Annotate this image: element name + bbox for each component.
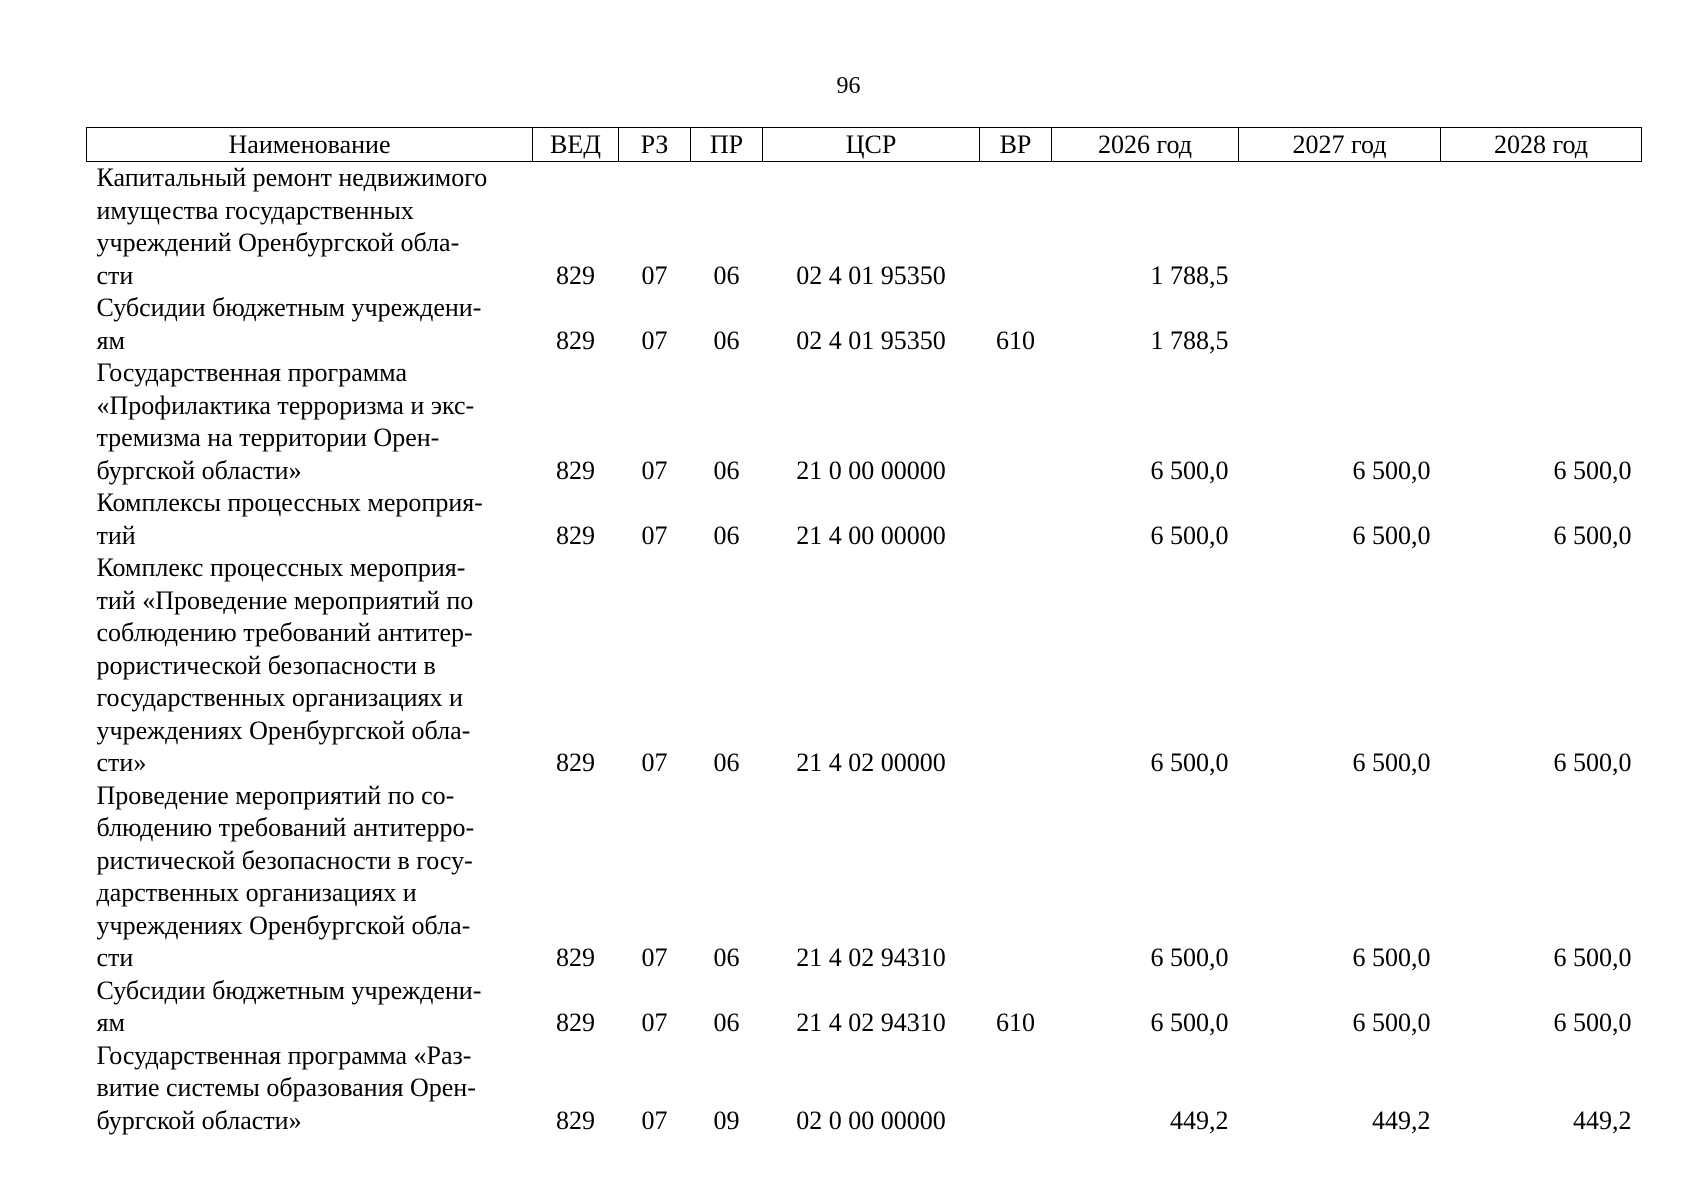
name-line: Комплекс процессных мероприя- bbox=[96, 553, 466, 582]
name-line: Государственная программа «Раз- bbox=[96, 1040, 472, 1070]
name-line: бургской области» bbox=[96, 1105, 302, 1135]
cell-vr: 610 bbox=[996, 325, 1035, 355]
cell-csr: 21 0 00 00000 bbox=[796, 455, 946, 485]
cell-name bbox=[87, 552, 533, 780]
cell-2026: 1 788,5 bbox=[1150, 325, 1229, 355]
name-line: Субсидии бюджетным учреждени- bbox=[96, 293, 482, 322]
cell-vr bbox=[980, 162, 1052, 293]
table-row bbox=[87, 975, 1642, 1040]
table-row bbox=[87, 162, 1642, 293]
cell-2027 bbox=[1239, 292, 1441, 357]
cell-ved: 829 bbox=[556, 325, 595, 355]
name-line: имущества государственных bbox=[96, 195, 414, 225]
name-line: сти bbox=[96, 943, 134, 972]
cell-name bbox=[87, 292, 533, 357]
cell-rz: 07 bbox=[641, 455, 668, 485]
cell-ved: 829 bbox=[556, 943, 595, 972]
budget-table bbox=[86, 127, 1642, 1137]
cell-ved: 829 bbox=[556, 1105, 595, 1135]
page-number: 96 bbox=[836, 73, 861, 99]
header-csr: ЦСР bbox=[763, 128, 980, 162]
cell-vr bbox=[980, 357, 1052, 487]
cell-2028: 6 500,0 bbox=[1553, 1008, 1632, 1037]
cell-rz: 07 bbox=[641, 943, 668, 972]
cell-csr: 21 4 02 94310 bbox=[796, 1008, 946, 1037]
cell-vr: 610 bbox=[996, 1008, 1035, 1037]
cell-csr: 02 4 01 95350 bbox=[796, 260, 946, 290]
cell-2026: 6 500,0 bbox=[1150, 455, 1229, 485]
cell-2027: 6 500,0 bbox=[1352, 943, 1431, 972]
cell-pr: 09 bbox=[713, 1105, 740, 1135]
cell-ved: 829 bbox=[556, 260, 595, 290]
cell-2028: 6 500,0 bbox=[1553, 520, 1632, 550]
name-line: учреждениях Оренбургской обла- bbox=[96, 910, 471, 940]
table-row bbox=[87, 292, 1642, 357]
cell-2028 bbox=[1441, 292, 1642, 357]
cell-pr: 06 bbox=[713, 748, 740, 777]
cell-ved: 829 bbox=[556, 520, 595, 550]
table-row bbox=[87, 357, 1642, 487]
cell-2026: 449,2 bbox=[1170, 1105, 1229, 1135]
cell-rz: 07 bbox=[641, 325, 668, 355]
table-header-row bbox=[87, 128, 1642, 162]
cell-rz: 07 bbox=[641, 1008, 668, 1037]
name-line: тремизма на территории Орен- bbox=[96, 423, 440, 452]
cell-vr bbox=[980, 487, 1052, 552]
cell-2026: 6 500,0 bbox=[1150, 520, 1229, 550]
name-line: дарственных организациях и bbox=[96, 878, 417, 907]
header-ved: ВЕД bbox=[533, 128, 619, 162]
table-row bbox=[87, 780, 1642, 975]
name-line: государственных организациях и bbox=[96, 683, 463, 712]
cell-pr: 06 bbox=[713, 1008, 740, 1037]
cell-vr bbox=[980, 780, 1052, 975]
cell-csr: 21 4 00 00000 bbox=[796, 520, 946, 550]
cell-csr: 21 4 02 94310 bbox=[796, 943, 946, 972]
cell-2027: 6 500,0 bbox=[1352, 748, 1431, 777]
header-rz: РЗ bbox=[619, 128, 691, 162]
header-pr: ПР bbox=[691, 128, 763, 162]
cell-csr: 02 4 01 95350 bbox=[796, 325, 946, 355]
cell-pr: 06 bbox=[713, 260, 740, 290]
name-line: тий «Проведение мероприятий по bbox=[96, 585, 474, 615]
cell-rz: 07 bbox=[641, 1105, 668, 1135]
cell-vr bbox=[980, 1040, 1052, 1138]
name-line: тий bbox=[96, 520, 136, 550]
header-2028: 2028 год bbox=[1441, 128, 1642, 162]
name-line: Комплексы процессных мероприя- bbox=[96, 488, 483, 517]
name-line: Проведение мероприятий по со- bbox=[96, 780, 455, 810]
name-line: соблюдению требований антитер- bbox=[96, 618, 473, 647]
cell-2027 bbox=[1239, 162, 1441, 293]
cell-rz: 07 bbox=[641, 260, 668, 290]
cell-csr: 02 0 00 00000 bbox=[796, 1105, 946, 1135]
table-row bbox=[87, 552, 1642, 780]
name-line: сти» bbox=[96, 748, 147, 777]
cell-name bbox=[87, 1040, 533, 1138]
cell-csr: 21 4 02 00000 bbox=[796, 748, 946, 777]
name-line: ям bbox=[96, 1008, 125, 1037]
header-2027: 2027 год bbox=[1239, 128, 1441, 162]
cell-name bbox=[87, 357, 533, 487]
cell-2028: 6 500,0 bbox=[1553, 455, 1632, 485]
cell-ved: 829 bbox=[556, 748, 595, 777]
name-line: блюдению требований антитерро- bbox=[96, 813, 475, 842]
name-line: рористической безопасности в bbox=[96, 650, 436, 680]
cell-vr bbox=[980, 552, 1052, 780]
cell-ved: 829 bbox=[556, 455, 595, 485]
cell-2028: 6 500,0 bbox=[1553, 943, 1632, 972]
cell-2026: 6 500,0 bbox=[1150, 1008, 1229, 1037]
cell-pr: 06 bbox=[713, 455, 740, 485]
cell-pr: 06 bbox=[713, 520, 740, 550]
cell-ved: 829 bbox=[556, 1008, 595, 1037]
cell-2028: 6 500,0 bbox=[1553, 748, 1632, 777]
cell-2026: 6 500,0 bbox=[1150, 748, 1229, 777]
cell-pr: 06 bbox=[713, 943, 740, 972]
name-line: ям bbox=[96, 325, 125, 355]
header-vr: ВР bbox=[980, 128, 1052, 162]
name-line: бургской области» bbox=[96, 455, 302, 485]
name-line: Субсидии бюджетным учреждени- bbox=[96, 975, 482, 1005]
table-body bbox=[87, 162, 1642, 1138]
name-line: ристической безопасности в госу- bbox=[96, 845, 473, 875]
name-line: витие системы образования Орен- bbox=[96, 1073, 476, 1102]
name-line: учреждениях Оренбургской обла- bbox=[96, 715, 471, 745]
name-line: «Профилактика терроризма и экс- bbox=[96, 390, 475, 420]
table-row bbox=[87, 1040, 1642, 1138]
cell-2028: 449,2 bbox=[1573, 1105, 1632, 1135]
cell-2027: 6 500,0 bbox=[1352, 520, 1431, 550]
cell-2028 bbox=[1441, 162, 1642, 293]
cell-name bbox=[87, 780, 533, 975]
cell-name bbox=[87, 162, 533, 293]
name-line: учреждений Оренбургской обла- bbox=[96, 228, 460, 257]
name-line: Государственная программа bbox=[96, 358, 408, 387]
cell-name bbox=[87, 487, 533, 552]
cell-2027: 6 500,0 bbox=[1352, 455, 1431, 485]
cell-2026: 1 788,5 bbox=[1150, 260, 1229, 290]
cell-pr: 06 bbox=[713, 325, 740, 355]
cell-2027: 449,2 bbox=[1372, 1105, 1431, 1135]
cell-rz: 07 bbox=[641, 748, 668, 777]
header-name: Наименование bbox=[87, 128, 533, 162]
name-line: Капитальный ремонт недвижимого bbox=[96, 163, 488, 192]
cell-2026: 6 500,0 bbox=[1150, 943, 1229, 972]
header-2026: 2026 год bbox=[1052, 128, 1239, 162]
table-row bbox=[87, 487, 1642, 552]
name-line: сти bbox=[96, 260, 134, 290]
cell-2027: 6 500,0 bbox=[1352, 1008, 1431, 1037]
cell-name bbox=[87, 975, 533, 1040]
cell-rz: 07 bbox=[641, 520, 668, 550]
